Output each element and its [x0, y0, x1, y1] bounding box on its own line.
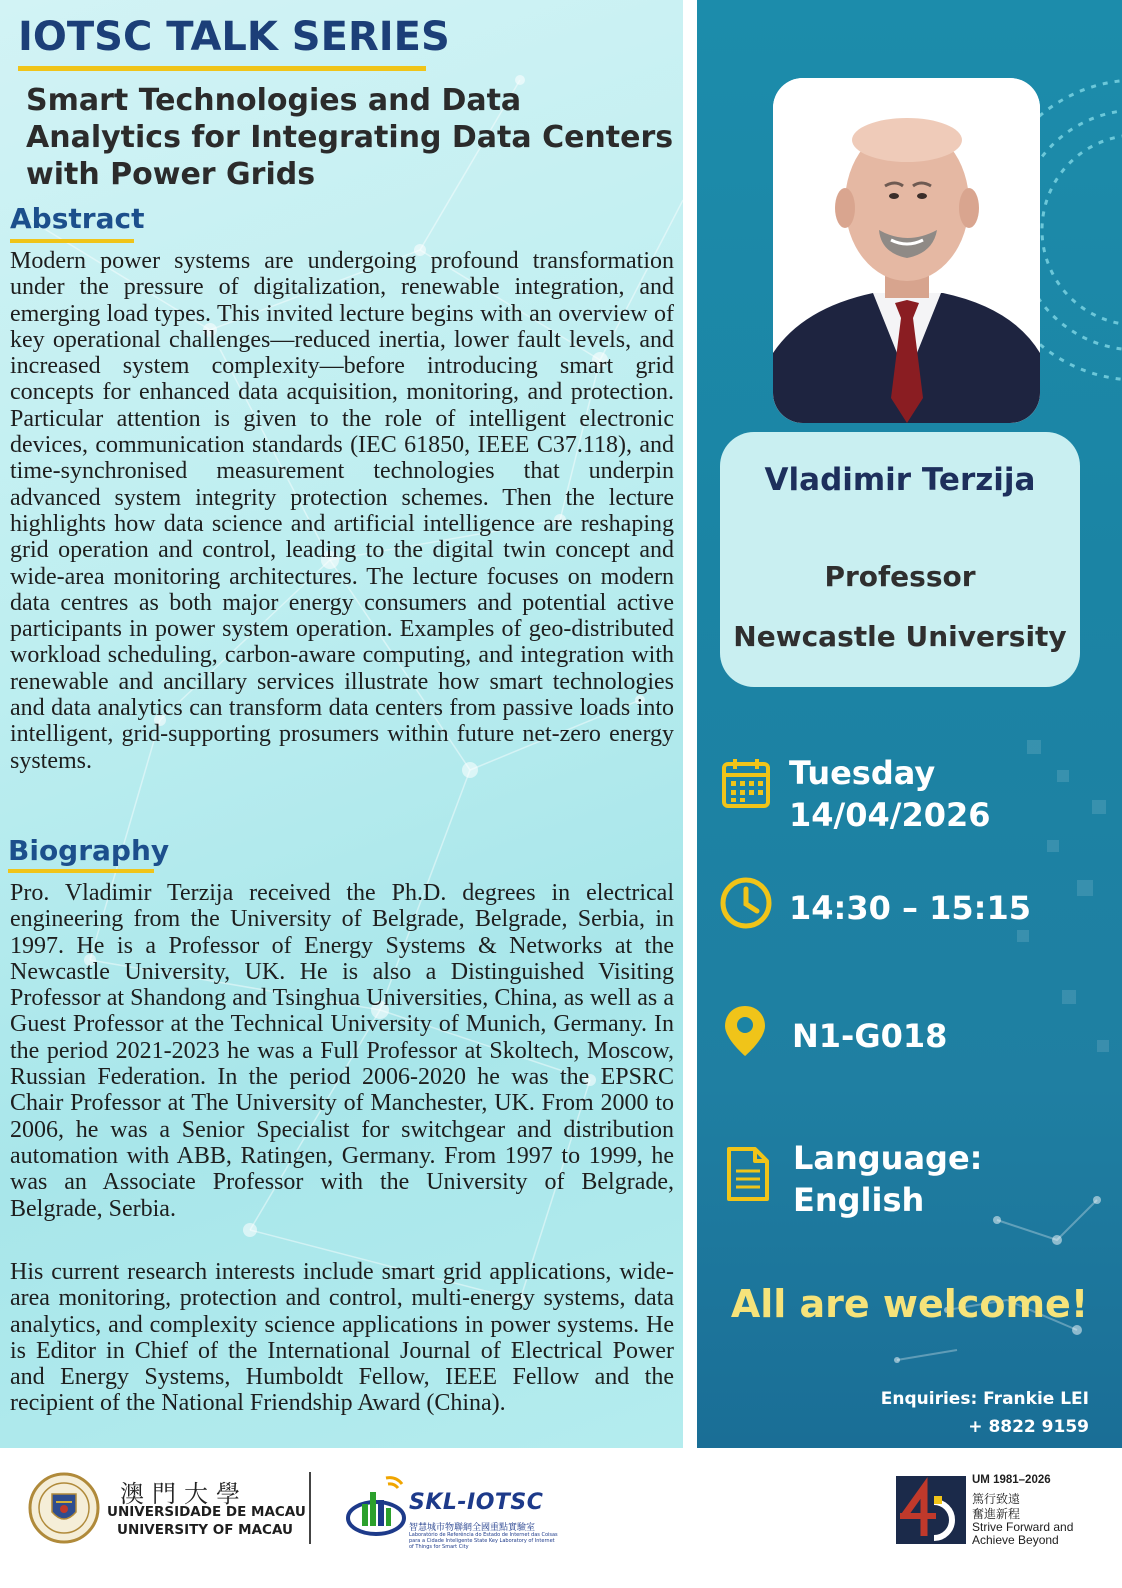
- language-label: Language:: [793, 1139, 983, 1177]
- abstract-text: Modern power systems are undergoing profound transformation under the pressure of digitalization, renewable integration, and emerging load types. This invited lecture begins with an overview of key operational challenges—reduced inertia, lower fault levels, and increased system complexity—before introducing smart grid concepts for enhanced data acquisition, monitoring, and protection. Particular attention is given to the role of intelligent electronic devices, communication standards (IEC 61850, IEEE C37.118), and time-synchronised measurement technologies that underpin advanced system integrity protection schemes. Then the lecture highlights how data science and artificial intelligence are reshaping grid operation and control, leading to the digital twin concept and wide-area monitoring architectures. The lecture focuses on modern data centres as both major energy consumers and potential active participants in power system operation. Examples of geo-distributed workload scheduling, carbon-aware computing, and integration with renewable and ancillary services illustrate how smart technologies and data analytics can transform data centers from passive loads into intelligent, grid-supporting prosumers within future net-zero energy systems.: [10, 248, 674, 774]
- event-day: Tuesday: [789, 754, 936, 792]
- speaker-role: Professor: [824, 560, 976, 593]
- event-date: 14/04/2026: [789, 796, 991, 834]
- footer-divider: [309, 1472, 311, 1544]
- abstract-heading: Abstract: [10, 202, 145, 235]
- speaker-photo: [773, 78, 1040, 423]
- skl-chinese-name: 智慧城市物聯網全國重點實驗室: [409, 1523, 536, 1533]
- location-pin-icon: [722, 1004, 768, 1058]
- skl-iotsc-logo: [346, 1472, 408, 1538]
- series-title: IOTSC TALK SERIES: [18, 14, 450, 60]
- um-english-name: UNIVERSITY OF MACAU: [117, 1522, 293, 1538]
- document-icon: [725, 1145, 771, 1203]
- enquiries-contact: Enquiries: Frankie LEI: [880, 1389, 1089, 1409]
- calendar-icon: [721, 757, 771, 809]
- um-portuguese-name: UNIVERSIDADE DE MACAU: [107, 1504, 306, 1520]
- um-chinese-name: 澳門大學: [120, 1480, 248, 1508]
- biography-heading: Biography: [8, 834, 170, 867]
- um-anniversary-logo: [896, 1476, 966, 1544]
- event-panel: [697, 0, 1122, 1448]
- talk-title: Smart Technologies and Data Analytics for Integrating Data Centers with Power Grids: [26, 83, 674, 192]
- skl-iotsc-name: SKL-IOTSC: [409, 1490, 544, 1515]
- biography-paragraph-1: Pro. Vladimir Terzija received the Ph.D. degrees in electrical engineering from the University of Belgrade, Belgrade, Serbia, in 1997. He is a Professor of Energy Systems & Networks at the Newcastle University, UK. He is also a Distinguished Visiting Professor at Shandong and Tsinghua Universities, China, as well as a Guest Professor at the Technical University of Munich, Germany. In the period 2021-2023 he was a Full Professor at Skoltech, Moscow, Russian Federation. In the period 2006-2020 he was the EPSRC Chair Professor at The University of Manchester, UK. From 2000 to 2006, he was a Senior Specialist for switchgear and distribution automation with ABB, Ratingen, Germany. From 1997 to 1999, he was an Associate Professor with the University of Belgrade, Belgrade, Serbia.: [10, 880, 674, 1222]
- welcome-message: All are welcome!: [730, 1282, 1089, 1326]
- skl-subtitle: Laboratório de Referência do Estado de Internet das Coisas para a Cidade Inteligente State Key Laboratory of Internet of Things for Smart City: [409, 1532, 558, 1550]
- language-value: English: [793, 1181, 925, 1219]
- anniversary-motto-en-1: Strive Forward and: [972, 1520, 1074, 1534]
- anniversary-motto-en-2: Achieve Beyond: [972, 1533, 1059, 1547]
- series-underline: [18, 66, 426, 71]
- biography-underline: [8, 869, 154, 873]
- enquiries-phone: + 8822 9159: [968, 1417, 1089, 1437]
- speaker-affiliation: Newcastle University: [733, 620, 1067, 653]
- um-seal-logo: [28, 1472, 100, 1544]
- abstract-underline: [10, 239, 134, 243]
- anniversary-motto-cn-2: 奮進新程: [972, 1507, 1021, 1521]
- event-time: 14:30 – 15:15: [789, 889, 1031, 927]
- event-venue: N1-G018: [792, 1017, 948, 1055]
- footer: [0, 1448, 1122, 1588]
- speaker-portrait: [773, 78, 1040, 423]
- speaker-card: [720, 432, 1080, 687]
- clock-icon: [719, 876, 773, 930]
- anniversary-motto-cn-1: 篤行致遠: [972, 1492, 1021, 1506]
- speaker-name: Vladimir Terzija: [764, 462, 1036, 498]
- biography-paragraph-2: His current research interests include smart grid applications, wide-area monitoring, protection and control, multi-energy systems, data analytics, and complexity science applications in power systems. He is Editor in Chief of the International Journal of Electrical Power and Energy Systems, Humboldt Fellow, IEEE Fellow and the recipient of the National Friendship Award (China).: [10, 1259, 674, 1417]
- anniversary-years: UM 1981–2026: [972, 1474, 1051, 1486]
